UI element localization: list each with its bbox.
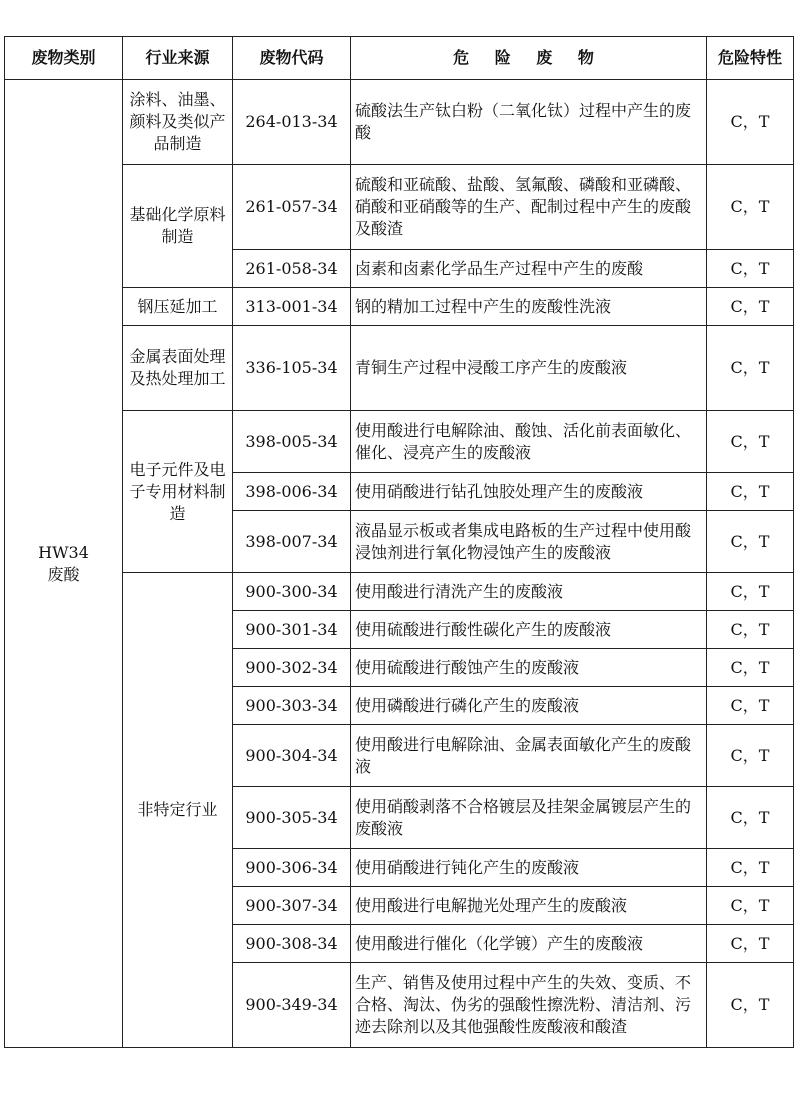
- header-code: 废物代码: [233, 37, 351, 80]
- waste-description: 硫酸法生产钛白粉（二氧化钛）过程中产生的废酸: [351, 80, 707, 165]
- waste-description: 使用酸进行电解除油、金属表面敏化产生的废酸液: [351, 725, 707, 787]
- waste-code: 313-001-34: [233, 288, 351, 326]
- source-cell: 非特定行业: [123, 573, 233, 1048]
- waste-code: 264-013-34: [233, 80, 351, 165]
- hazard-property: C，T: [707, 411, 794, 473]
- header-row: [5, 37, 794, 80]
- header-waste: 危 险 废 物: [351, 37, 707, 80]
- hazard-property: C，T: [707, 573, 794, 611]
- waste-code: 900-306-34: [233, 849, 351, 887]
- hazard-property: C，T: [707, 887, 794, 925]
- source-cell: 钢压延加工: [123, 288, 233, 326]
- waste-description: 使用硫酸进行酸性碳化产生的废酸液: [351, 611, 707, 649]
- waste-description: 使用磷酸进行磷化产生的废酸液: [351, 687, 707, 725]
- waste-description: 使用酸进行清洗产生的废酸液: [351, 573, 707, 611]
- waste-code: 398-007-34: [233, 511, 351, 573]
- waste-code: 900-349-34: [233, 963, 351, 1048]
- hazard-property: C，T: [707, 611, 794, 649]
- hazard-property: C，T: [707, 326, 794, 411]
- table-row: [5, 326, 794, 411]
- waste-description: 使用硝酸进行钻孔蚀胶处理产生的废酸液: [351, 473, 707, 511]
- waste-code: 900-303-34: [233, 687, 351, 725]
- waste-description: 卤素和卤素化学品生产过程中产生的废酸: [351, 250, 707, 288]
- waste-description: 使用硝酸剥落不合格镀层及挂架金属镀层产生的废酸液: [351, 787, 707, 849]
- hazard-property: C，T: [707, 649, 794, 687]
- category-code: HW34: [38, 542, 89, 562]
- category-name: 废酸: [47, 564, 80, 584]
- waste-code: 900-300-34: [233, 573, 351, 611]
- waste-description: 青铜生产过程中浸酸工序产生的废酸液: [351, 326, 707, 411]
- table-row: [5, 411, 794, 473]
- header-property: 危险特性: [707, 37, 794, 80]
- hazard-property: C，T: [707, 165, 794, 250]
- waste-description: 生产、销售及使用过程中产生的失效、变质、不合格、淘汰、伪劣的强酸性擦洗粉、清洁剂、污迹去除剂以及其他强酸性废酸液和酸渣: [351, 963, 707, 1048]
- waste-code: 261-057-34: [233, 165, 351, 250]
- table-row: [5, 288, 794, 326]
- hazard-property: C，T: [707, 288, 794, 326]
- table-row: [5, 573, 794, 611]
- category-cell: [5, 80, 123, 1048]
- waste-code: 900-302-34: [233, 649, 351, 687]
- hazard-property: C，T: [707, 80, 794, 165]
- waste-description: 使用硝酸进行钝化产生的废酸液: [351, 849, 707, 887]
- source-cell: 金属表面处理及热处理加工: [123, 326, 233, 411]
- waste-code: 336-105-34: [233, 326, 351, 411]
- hazard-property: C，T: [707, 787, 794, 849]
- waste-code: 398-005-34: [233, 411, 351, 473]
- hazard-property: C，T: [707, 473, 794, 511]
- source-cell: 电子元件及电子专用材料制造: [123, 411, 233, 573]
- waste-code: 261-058-34: [233, 250, 351, 288]
- table-row: [5, 165, 794, 250]
- waste-code: 900-308-34: [233, 925, 351, 963]
- hazard-property: C，T: [707, 925, 794, 963]
- waste-description: 液晶显示板或者集成电路板的生产过程中使用酸浸蚀剂进行氧化物浸蚀产生的废酸液: [351, 511, 707, 573]
- source-cell: 基础化学原料制造: [123, 165, 233, 288]
- waste-description: 使用酸进行电解抛光处理产生的废酸液: [351, 887, 707, 925]
- waste-code: 900-301-34: [233, 611, 351, 649]
- waste-description: 硫酸和亚硫酸、盐酸、氢氟酸、磷酸和亚磷酸、硝酸和亚硝酸等的生产、配制过程中产生的废酸及酸渣: [351, 165, 707, 250]
- waste-code: 900-305-34: [233, 787, 351, 849]
- hazardous-waste-table: [4, 36, 794, 1048]
- waste-code: 900-307-34: [233, 887, 351, 925]
- hazard-property: C，T: [707, 250, 794, 288]
- table-row: [5, 80, 794, 165]
- waste-description: 使用酸进行催化（化学镀）产生的废酸液: [351, 925, 707, 963]
- header-source: 行业来源: [123, 37, 233, 80]
- waste-code: 398-006-34: [233, 473, 351, 511]
- hazard-property: C，T: [707, 963, 794, 1048]
- source-cell: 涂料、油墨、颜料及类似产品制造: [123, 80, 233, 165]
- hazard-property: C，T: [707, 725, 794, 787]
- hazard-property: C，T: [707, 687, 794, 725]
- header-category: 废物类别: [5, 37, 123, 80]
- waste-code: 900-304-34: [233, 725, 351, 787]
- hazard-property: C，T: [707, 849, 794, 887]
- hazard-property: C，T: [707, 511, 794, 573]
- waste-description: 钢的精加工过程中产生的废酸性洗液: [351, 288, 707, 326]
- waste-description: 使用硫酸进行酸蚀产生的废酸液: [351, 649, 707, 687]
- waste-description: 使用酸进行电解除油、酸蚀、活化前表面敏化、催化、浸亮产生的废酸液: [351, 411, 707, 473]
